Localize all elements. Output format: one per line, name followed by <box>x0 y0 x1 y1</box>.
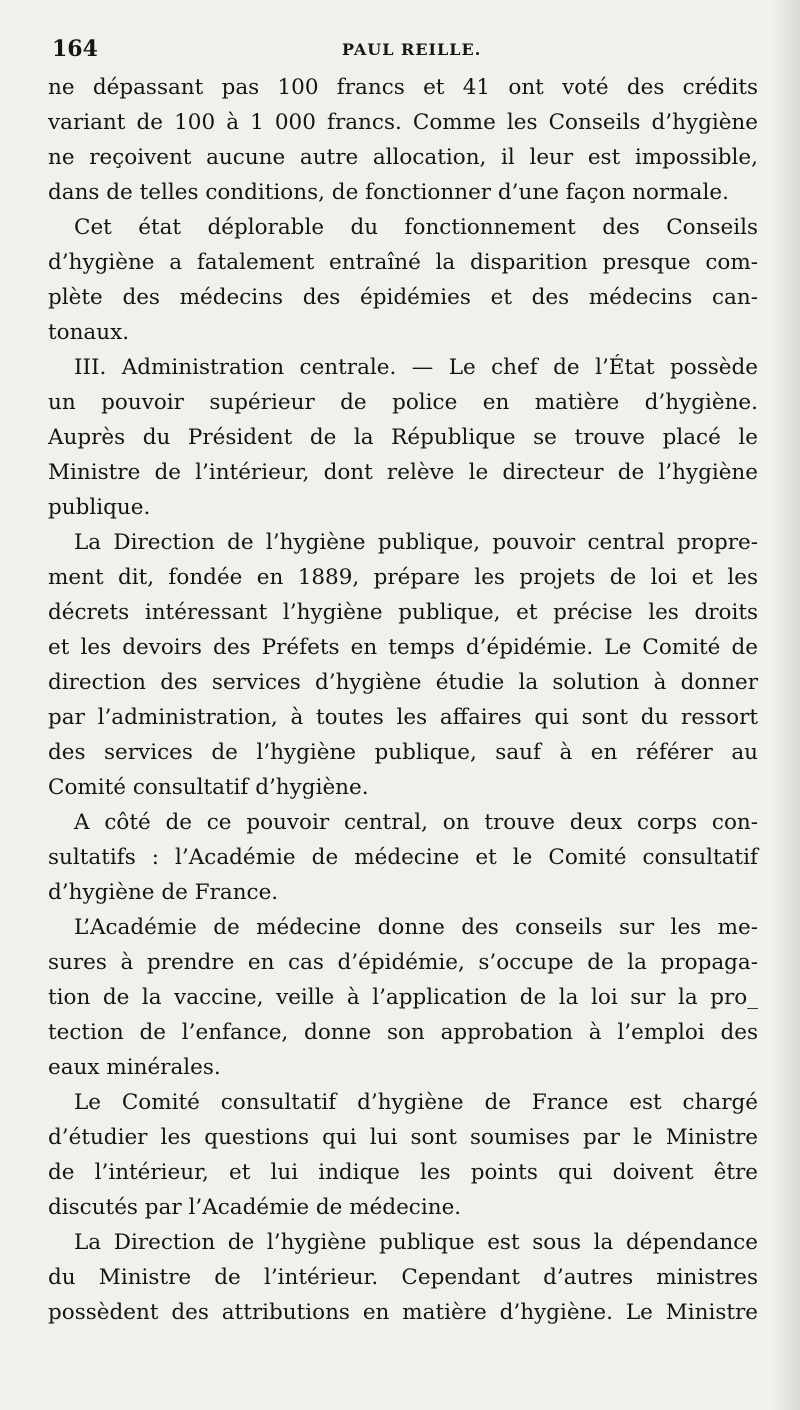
text-line: La Direction de l’hygiène publique est sous la dépendance <box>74 1230 758 1255</box>
text-line: d’étudier les questions qui lui sont soumises par le Ministre <box>48 1125 758 1150</box>
text-line: et les devoirs des Préfets en temps d’épidémie. Le Comité de <box>48 635 758 660</box>
text-line: plète des médecins des épidémies et des médecins can- <box>48 285 758 310</box>
text-line: de l’intérieur, et lui indique les points qui doivent être <box>48 1160 758 1185</box>
text-line: sures à prendre en cas d’épidémie, s’occupe de la propaga- <box>48 950 758 975</box>
text-line: Auprès du Président de la République se trouve placé le <box>48 425 758 450</box>
text-line: des services de l’hygiène publique, sauf à en référer au <box>48 740 758 765</box>
page-number: 164 <box>52 36 98 62</box>
text-line: un pouvoir supérieur de police en matière d’hygiène. <box>48 390 758 415</box>
running-head: PAUL REILLE. <box>342 40 482 59</box>
text-line: dans de telles conditions, de fonctionner d’une façon normale. <box>48 180 729 205</box>
text-line: d’hygiène a fatalement entraîné la disparition presque com- <box>48 250 758 275</box>
text-line: ne dépassant pas 100 francs et 41 ont voté des crédits <box>48 75 758 100</box>
text-line: du Ministre de l’intérieur. Cependant d’autres ministres <box>48 1265 758 1290</box>
text-line: tion de la vaccine, veille à l’application de la loi sur la pro_ <box>48 985 758 1010</box>
text-line: La Direction de l’hygiène publique, pouvoir central propre- <box>74 530 758 555</box>
text-line: ne reçoivent aucune autre allocation, il leur est impossible, <box>48 145 758 170</box>
text-line: ment dit, fondée en 1889, prépare les projets de loi et les <box>48 565 758 590</box>
page-header <box>52 36 752 66</box>
text-line: Ministre de l’intérieur, dont relève le directeur de l’hygiène <box>48 460 758 485</box>
page-edge-shadow <box>772 0 800 1410</box>
text-line: Comité consultatif d’hygiène. <box>48 775 369 800</box>
text-line: III. Administration centrale. — Le chef de l’État possède <box>74 355 758 380</box>
text-line: possèdent des attributions en matière d’hygiène. Le Ministre <box>48 1300 758 1325</box>
text-line: décrets intéressant l’hygiène publique, et précise les droits <box>48 600 758 625</box>
text-line: sultatifs : l’Académie de médecine et le Comité consultatif <box>48 845 758 870</box>
text-line: discutés par l’Académie de médecine. <box>48 1195 462 1220</box>
text-line: d’hygiène de France. <box>48 880 279 905</box>
text-line: tection de l’enfance, donne son approbation à l’emploi des <box>48 1020 758 1045</box>
text-line: variant de 100 à 1 000 francs. Comme les Conseils d’hygiène <box>48 110 758 135</box>
text-line: A côté de ce pouvoir central, on trouve deux corps con- <box>74 810 758 835</box>
text-line: L’Académie de médecine donne des conseils sur les me- <box>74 915 758 940</box>
text-line: Le Comité consultatif d’hygiène de France est chargé <box>74 1090 758 1115</box>
text-line: par l’administration, à toutes les affaires qui sont du ressort <box>48 705 758 730</box>
body-text <box>48 70 758 1330</box>
text-line: Cet état déplorable du fonctionnement des Conseils <box>74 215 758 240</box>
text-line: publique. <box>48 495 151 520</box>
text-line: direction des services d’hygiène étudie la solution à donner <box>48 670 758 695</box>
text-line: eaux minérales. <box>48 1055 221 1080</box>
text-line: tonaux. <box>48 320 130 345</box>
